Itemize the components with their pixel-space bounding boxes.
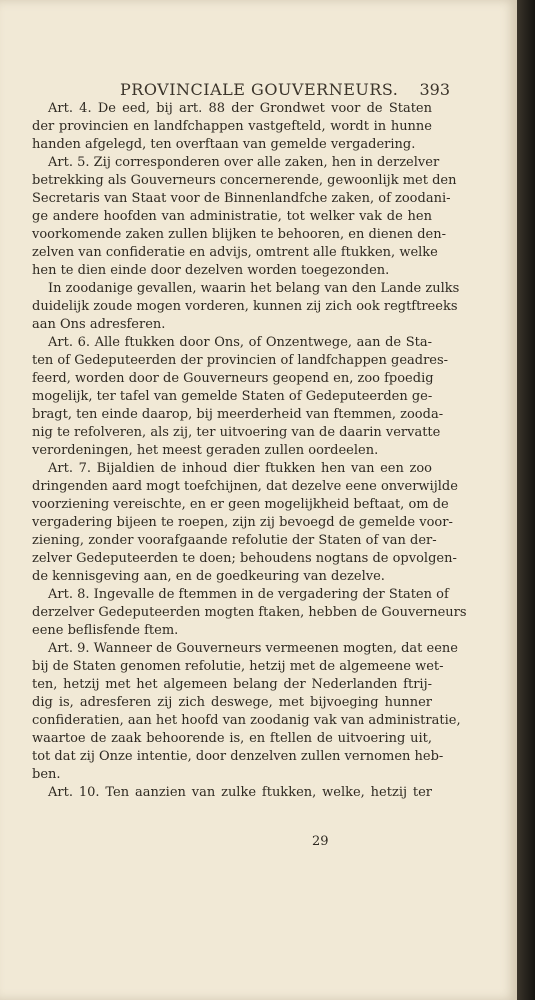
text-line: tot dat zij Onze intentie, door denzelven zullen vernomen heb- — [32, 749, 444, 764]
text-line: duidelijk zoude mogen vorderen, kunnen zij zich ook regtftreeks — [32, 299, 458, 314]
text-line: Art. 5. Zij corresponderen over alle zaken, hen in derzelver — [48, 155, 440, 170]
text-line: Art. 6. Alle ftukken door Ons, of Onzentwege, aan de Sta- — [48, 335, 432, 350]
text-line: In zoodanige gevallen, waarin het belang van den Lande zulks — [48, 281, 460, 296]
body-text — [32, 100, 467, 802]
text-line: waartoe de zaak behoorende is, en ftellen de uitvoering uit, — [32, 731, 432, 746]
text-line: dringenden aard mogt toefchijnen, dat dezelve eene onverwijlde — [32, 479, 458, 494]
page-edge-shadow — [517, 0, 535, 1000]
text-line: dig is, adresferen zij zich deswege, met bijvoeging hunner — [32, 695, 432, 710]
text-line: ben. — [32, 767, 61, 782]
text-line: ten of Gedeputeerden der provincien of landfchappen geadres- — [32, 353, 449, 368]
signature-mark: 29 — [312, 834, 329, 849]
text-line: nig te refolveren, als zij, ter uitvoering van de daarin vervatte — [32, 425, 441, 440]
text-line: betrekking als Gouverneurs concernerende, gewoonlijk met den — [32, 173, 457, 188]
text-line: verordeningen, het meest geraden zullen oordeelen. — [32, 443, 379, 458]
text-line: Art. 7. Bijaldien de inhoud dier ftukken hen van een zoo — [48, 461, 432, 476]
text-line: confideratien, aan het hoofd van zoodanig vak van administratie, — [32, 713, 461, 728]
running-title: PROVINCIALE GOUVERNEURS. — [120, 80, 399, 99]
text-line: Art. 4. De eed, bij art. 88 der Grondwet voor de Staten — [48, 101, 432, 116]
text-line: bragt, ten einde daarop, bij meerderheid van ftemmen, zooda- — [32, 407, 444, 422]
text-line: de kennisgeving aan, en de goedkeuring van dezelve. — [32, 569, 385, 584]
text-line: derzelver Gedeputeerden mogten ftaken, hebben de Gouverneurs — [32, 605, 467, 620]
text-line: mogelijk, ter tafel van gemelde Staten of Gedeputeerden ge- — [32, 389, 433, 404]
text-line: ten, hetzij met het algemeen belang der Nederlanden ftrij- — [32, 677, 432, 692]
text-line: Art. 8. Ingevalle de ftemmen in de vergadering der Staten of — [48, 587, 449, 602]
text-line: der provincien en landfchappen vastgefteld, wordt in hunne — [32, 119, 432, 134]
text-line: ge andere hoofden van administratie, tot welker vak de hen — [32, 209, 432, 224]
page-number: 393 — [419, 80, 450, 99]
text-line: feerd, worden door de Gouverneurs geopend en, zoo fpoedig — [32, 371, 434, 386]
text-line: Art. 9. Wanneer de Gouverneurs vermeenen mogten, dat eene — [48, 641, 458, 656]
text-line: voorziening vereischte, en er geen mogelijkheid beftaat, om de — [32, 497, 449, 512]
text-line: hen te dien einde door dezelven worden toegezonden. — [32, 263, 390, 278]
text-line: zelver Gedeputeerden te doen; behoudens nogtans de opvolgen- — [32, 551, 457, 566]
text-line: ziening, zonder voorafgaande refolutie der Staten of van der- — [32, 533, 437, 548]
text-line: Art. 10. Ten aanzien van zulke ftukken, welke, hetzij ter — [48, 785, 432, 800]
text-line: Secretaris van Staat voor de Binnenlandfche zaken, of zoodani- — [32, 191, 451, 206]
text-line: zelven van confideratie en advijs, omtrent alle ftukken, welke — [32, 245, 438, 260]
text-line: handen afgelegd, ten overftaan van gemelde vergadering. — [32, 137, 416, 152]
text-line: voorkomende zaken zullen blijken te behooren, en dienen den- — [32, 227, 446, 242]
text-line: eene beflisfende ftem. — [32, 623, 179, 638]
text-line: aan Ons adresferen. — [32, 317, 166, 332]
text-line: vergadering bijeen te roepen, zijn zij bevoegd de gemelde voor- — [32, 515, 453, 530]
text-line: bij de Staten genomen refolutie, hetzij met de algemeene wet- — [32, 659, 444, 674]
